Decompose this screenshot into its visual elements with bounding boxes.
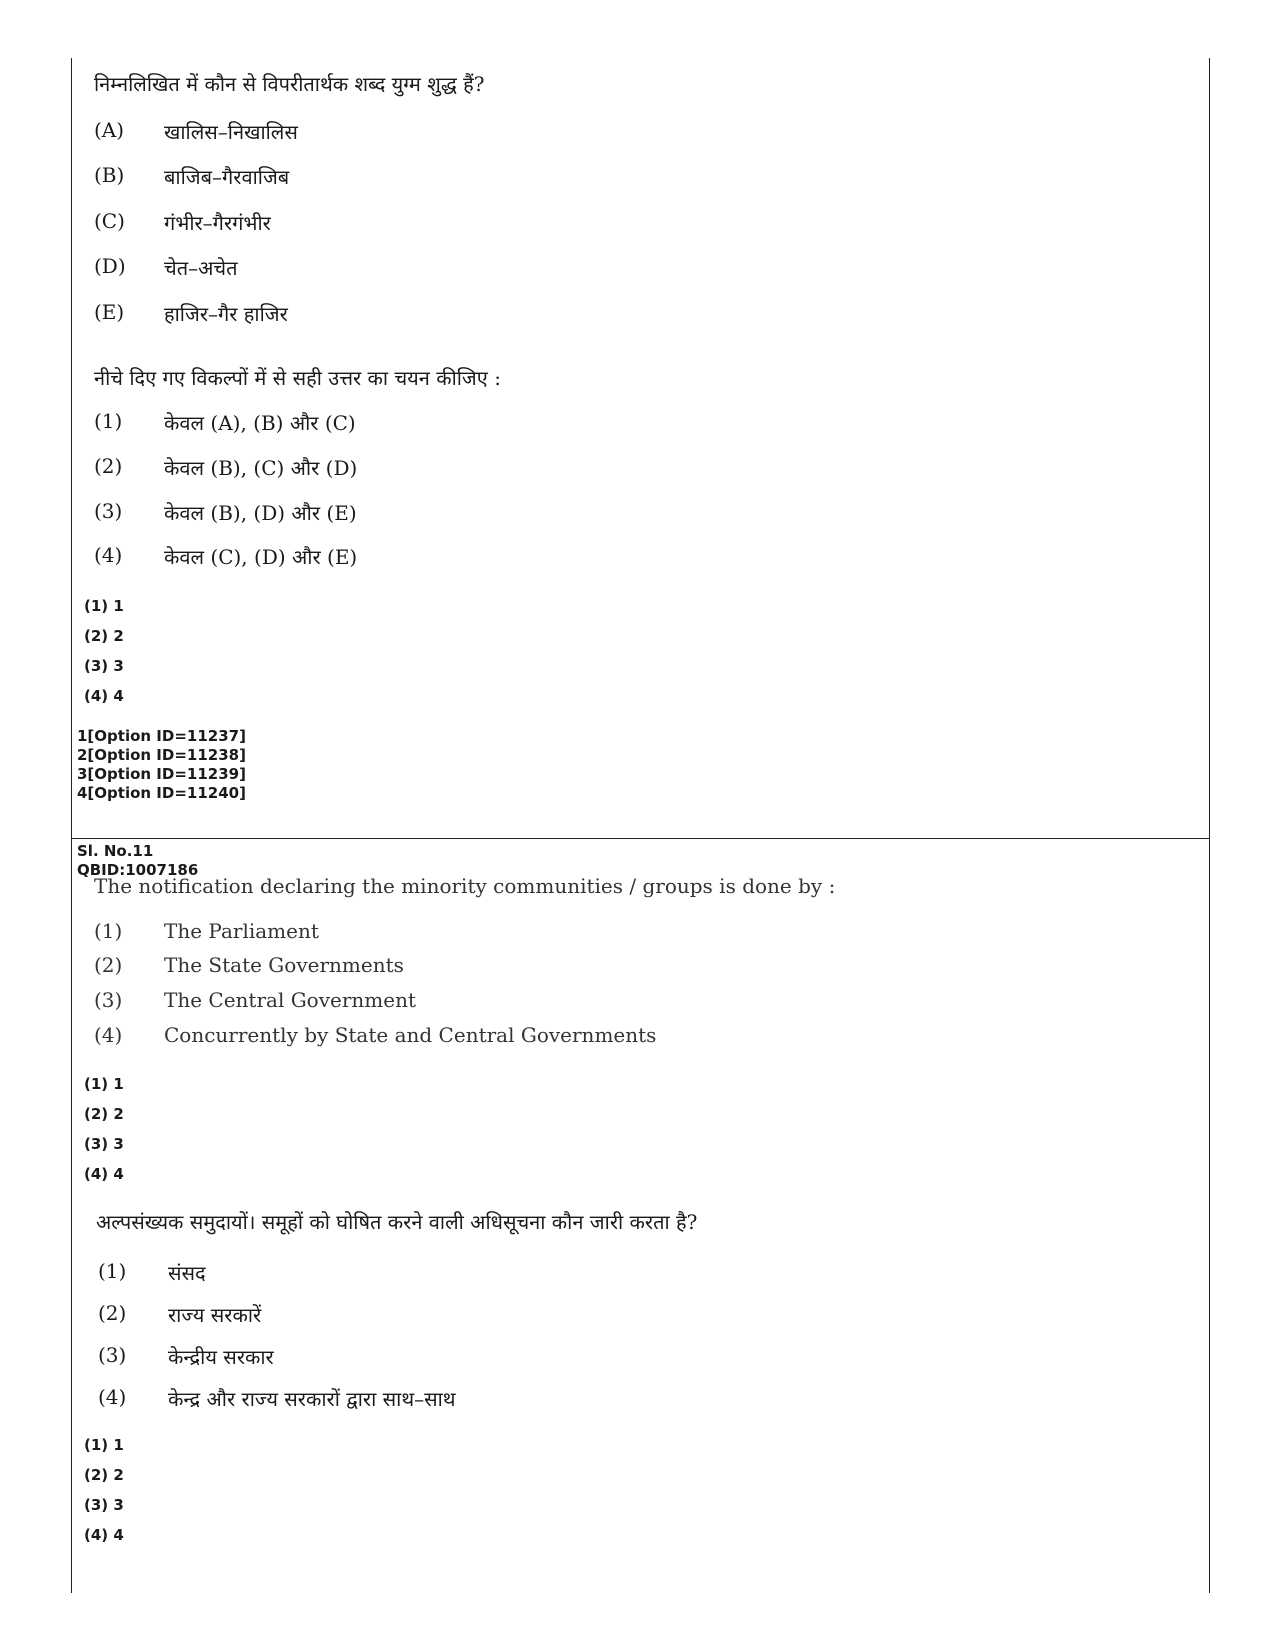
choice-label: (3) [98,1343,127,1367]
choice-text: केवल (A), (B) और (C) [164,411,356,435]
option-id-3: 3[Option ID=11239] [77,765,246,783]
choice-text: The Parliament [164,919,319,943]
q11-en-choice-4 [94,1023,656,1047]
q10-statement-e [94,300,288,327]
q11-en-answer-3: (3) 3 [84,1135,124,1153]
q10-statement-b [94,163,289,190]
choice-label: (1) [98,1259,127,1283]
q10-choice-3 [94,499,357,526]
page-border-left [71,58,72,1593]
q10-answer-2: (2) 2 [84,627,124,645]
q10-instruction: नीचे दिए गए विकल्पों में से सही उत्तर का चयन कीजिए : [94,366,501,390]
choice-text: केन्द्र और राज्य सरकारों द्वारा साथ–साथ [168,1387,456,1411]
statement-text: हाजिर–गैर हाजिर [164,302,288,326]
statement-label: (B) [94,163,125,187]
q11-en-choice-2 [94,953,404,977]
choice-text: The State Governments [164,953,404,977]
statement-text: बाजिब–गैरवाजिब [164,165,290,189]
q10-answer-1: (1) 1 [84,597,124,615]
q11-en-choice-1 [94,919,319,943]
choice-text: The Central Government [164,988,417,1012]
choice-text: केवल (B), (D) और (E) [164,501,357,525]
choice-text: केन्द्रीय सरकार [168,1345,274,1369]
q11-hi-choice-4 [98,1385,456,1412]
choice-text: Concurrently by State and Central Governments [164,1023,657,1047]
question-divider [71,838,1210,839]
q11-hi-answer-1: (1) 1 [84,1436,124,1454]
choice-label: (4) [94,543,123,567]
choice-label: (3) [94,499,123,523]
choice-label: (2) [94,454,123,478]
choice-text: राज्य सरकारें [168,1303,262,1327]
q11-hi-choice-3 [98,1343,274,1370]
q11-hindi-question: अल्पसंख्यक समुदायों। समूहों को घोषित करने वाली अधिसूचना कौन जारी करता है? [96,1210,698,1234]
statement-text: खालिस–निखालिस [164,120,298,144]
q10-answer-3: (3) 3 [84,657,124,675]
q10-answer-4: (4) 4 [84,687,124,705]
q11-hi-answer-4: (4) 4 [84,1526,124,1544]
statement-text: गंभीर–गैरगंभीर [164,211,271,235]
qbid: QBID:1007186 [77,861,199,879]
choice-label: (2) [98,1301,127,1325]
choice-label: (1) [94,919,123,943]
choice-label: (1) [94,409,123,433]
statement-label: (E) [94,300,125,324]
q11-hi-answer-3: (3) 3 [84,1496,124,1514]
q11-english-question: The notification declaring the minority communities / groups is done by : [94,874,836,898]
q11-hi-choice-1 [98,1259,206,1286]
choice-label: (3) [94,988,123,1012]
q11-en-answer-4: (4) 4 [84,1165,124,1183]
q10-question-text: निम्नलिखित में कौन से विपरीतार्थक शब्द युग्म शुद्ध हैं? [94,72,485,96]
choice-label: (4) [94,1023,123,1047]
q10-option-ids [77,727,246,803]
choice-text: केवल (B), (C) और (D) [164,456,358,480]
choice-text: केवल (C), (D) और (E) [164,545,358,569]
serial-number: Sl. No.11 [77,842,154,860]
statement-label: (C) [94,209,125,233]
q10-choice-1 [94,409,356,436]
q10-statement-d [94,254,237,281]
q10-choice-4 [94,543,357,570]
q11-hi-answer-2: (2) 2 [84,1466,124,1484]
q11-en-answer-1: (1) 1 [84,1075,124,1093]
choice-label: (2) [94,953,123,977]
page-border-right [1209,58,1210,1593]
q10-statement-a [94,118,298,145]
q11-en-answer-2: (2) 2 [84,1105,124,1123]
statement-label: (D) [94,254,126,278]
statement-text: चेत–अचेत [164,256,238,280]
statement-label: (A) [94,118,125,142]
q10-choice-2 [94,454,357,481]
choice-text: संसद [168,1261,206,1285]
option-id-4: 4[Option ID=11240] [77,784,246,802]
q11-hi-choice-2 [98,1301,261,1328]
option-id-2: 2[Option ID=11238] [77,746,246,764]
choice-label: (4) [98,1385,127,1409]
q11-en-choice-3 [94,988,416,1012]
q10-statement-c [94,209,271,236]
option-id-1: 1[Option ID=11237] [77,727,246,745]
